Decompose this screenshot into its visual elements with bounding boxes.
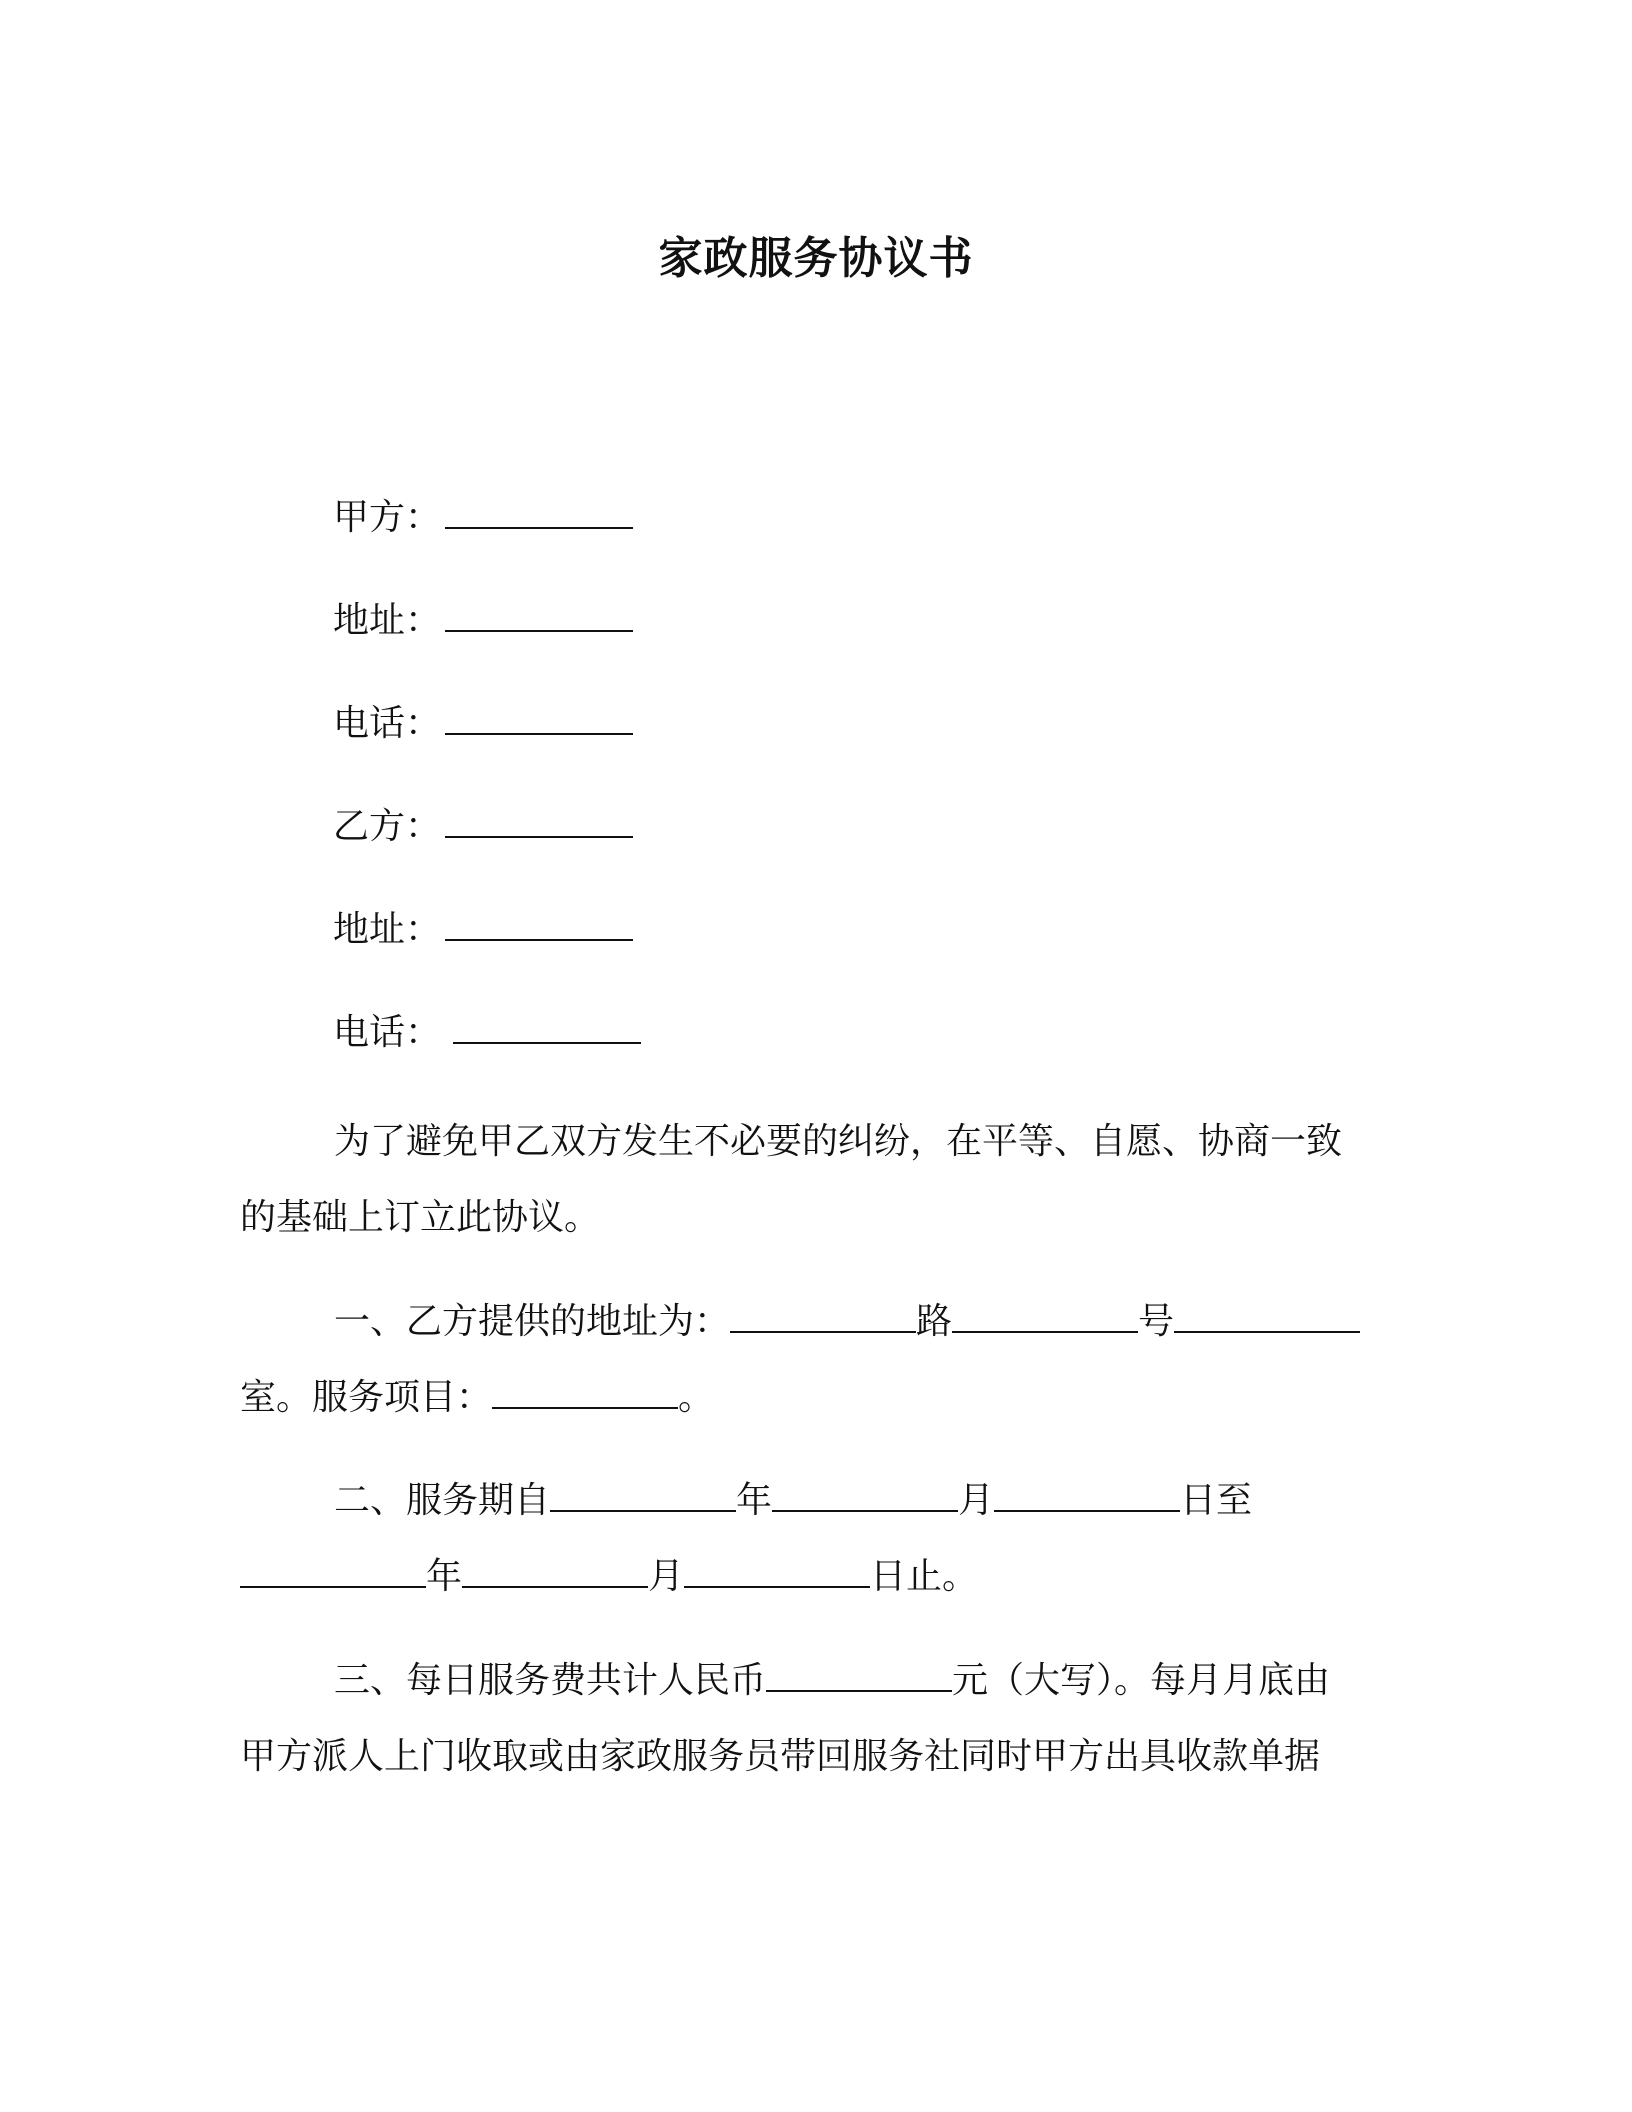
clause-3: [240, 1643, 1380, 1795]
party-a-address-field: [333, 597, 633, 645]
clause-1-text-b: 路: [916, 1301, 953, 1342]
end-day-blank[interactable]: [684, 1556, 870, 1588]
intro-paragraph: [240, 1104, 1380, 1256]
clause-3-line-1: [240, 1643, 1380, 1719]
party-a-phone-label: 电话：: [333, 703, 442, 744]
clause-3-text-a: 三、每日服务费共计人民币: [334, 1660, 767, 1701]
clause-2-line-2: [240, 1539, 1380, 1615]
clause-1-text-e: 。: [678, 1377, 715, 1418]
party-a-phone-field: [333, 700, 633, 748]
clause-1-line-1: [240, 1284, 1380, 1360]
party-b-phone-blank[interactable]: [453, 1012, 641, 1044]
clause-1-text-a: 一、乙方提供的地址为：: [334, 1301, 731, 1342]
clause-1-line-2: [240, 1360, 1380, 1436]
clause-1-text-c: 号: [1138, 1301, 1175, 1342]
party-a-blank[interactable]: [445, 497, 633, 529]
party-a-phone-blank[interactable]: [445, 703, 633, 735]
clause-3-text-b: 元（大写）。每月月底由: [952, 1660, 1331, 1701]
party-b-address-blank[interactable]: [445, 909, 633, 941]
clause-1-text-d: 室。服务项目：: [240, 1377, 493, 1418]
number-blank[interactable]: [952, 1301, 1138, 1333]
end-month-blank[interactable]: [462, 1556, 648, 1588]
party-a-address-label: 地址：: [333, 600, 442, 641]
clause-2-text-b: 年: [736, 1480, 773, 1521]
party-b-address-label: 地址：: [333, 909, 442, 950]
party-b-label: 乙方：: [333, 806, 442, 847]
service-item-blank[interactable]: [492, 1377, 678, 1409]
intro-line-2: 的基础上订立此协议。: [240, 1197, 601, 1238]
intro-line-1: 为了避免甲乙双方发生不必要的纠纷，在平等、自愿、协商一致: [334, 1121, 1343, 1162]
clause-1: [240, 1284, 1380, 1436]
party-b-phone-field: [333, 1009, 641, 1057]
clause-2-text-c: 月: [958, 1480, 995, 1521]
party-b-field: [333, 803, 633, 851]
clause-3-line-2: 甲方派人上门收取或由家政服务员带回服务社同时甲方出具收款单据: [240, 1736, 1321, 1777]
clause-2-text-g: 日止。: [870, 1556, 979, 1597]
clause-2-line-1: [240, 1463, 1380, 1539]
party-b-blank[interactable]: [445, 806, 633, 838]
party-b-phone-label: 电话：: [333, 1012, 442, 1053]
start-day-blank[interactable]: [994, 1480, 1180, 1512]
clause-2-text-e: 年: [426, 1556, 463, 1597]
clause-2-text-a: 二、服务期自: [334, 1480, 551, 1521]
clause-2-text-f: 月: [648, 1556, 685, 1597]
party-a-field: [333, 494, 633, 542]
road-blank[interactable]: [730, 1301, 916, 1333]
clause-2: [240, 1463, 1380, 1615]
end-year-blank[interactable]: [240, 1556, 426, 1588]
start-year-blank[interactable]: [550, 1480, 736, 1512]
daily-fee-blank[interactable]: [766, 1660, 952, 1692]
room-blank[interactable]: [1174, 1301, 1360, 1333]
start-month-blank[interactable]: [772, 1480, 958, 1512]
clause-2-text-d: 日至: [1180, 1480, 1253, 1521]
party-b-address-field: [333, 906, 633, 954]
document-title: 家政服务协议书: [658, 233, 974, 284]
party-a-address-blank[interactable]: [445, 600, 633, 632]
party-a-label: 甲方：: [333, 497, 442, 538]
